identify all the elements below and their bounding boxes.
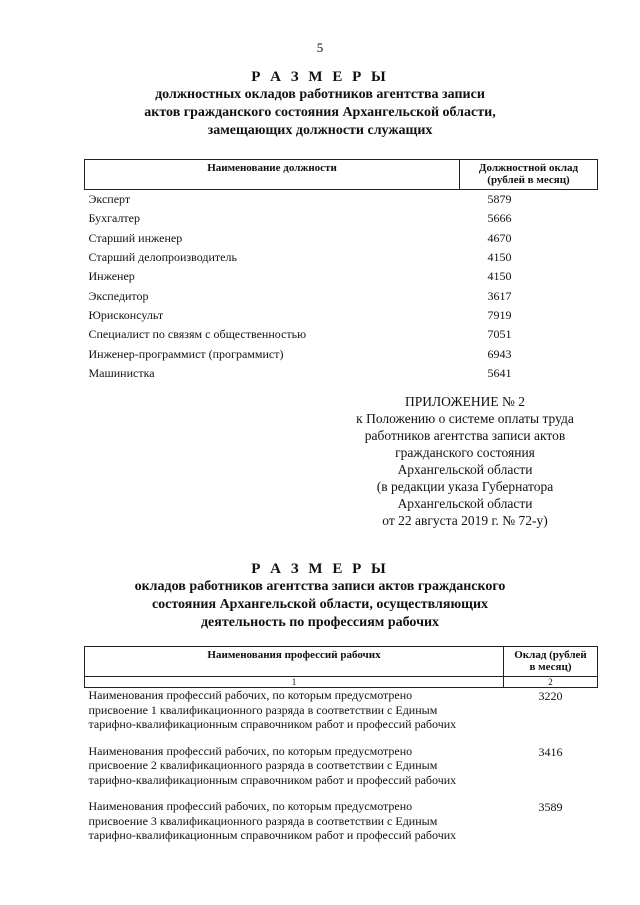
section1-subtitle-line: актов гражданского состояния Архангельской области, (144, 105, 496, 120)
appendix-line: (в редакции указа Губернатора (376, 479, 554, 494)
description-line: присвоение 2 квалификационного разряда в соответствии с Единым (88, 758, 438, 772)
section2-subtitle-line: окладов работников агентства записи актов гражданского (134, 579, 506, 594)
column-header-profession: Наименования профессий рабочих (85, 647, 504, 677)
column-header-salary-line: в месяц) (529, 661, 572, 673)
table-header-row (85, 647, 598, 677)
table-row (85, 799, 598, 843)
table-row (85, 325, 598, 344)
salary-value: 4670 (487, 230, 512, 245)
position-name: Юрисконсульт (88, 307, 164, 322)
salary-value: 3220 (538, 689, 563, 703)
row-spacer (85, 732, 598, 744)
appendix-line: Архангельской области (397, 496, 533, 511)
appendix-line: работников агентства записи актов (364, 428, 566, 443)
salary-value: 5666 (487, 211, 512, 226)
table-row (85, 190, 598, 210)
table-row (85, 688, 598, 732)
table-row (85, 286, 598, 305)
table-header-row (85, 160, 598, 190)
section1-title: Р А З М Е Р Ы (251, 69, 389, 85)
table-row (85, 744, 598, 788)
section1-subtitle-line: замещающих должности служащих (207, 123, 433, 138)
salary-value: 6943 (487, 346, 512, 361)
description-line: Наименования профессий рабочих, по которым предусмотрено (88, 743, 413, 758)
position-name: Бухгалтер (88, 211, 141, 226)
description-line: тарифно-квалификационным справочником работ и профессий рабочих (88, 717, 457, 731)
section2-subtitle-line: состояния Архангельской области, осуществляющих (151, 597, 489, 612)
position-name: Старший делопроизводитель (88, 250, 237, 265)
position-name: Инженер-программист (программист) (88, 346, 284, 361)
salary-value: 3617 (487, 288, 512, 303)
column-header-salary-line: (рублей в месяц) (487, 174, 570, 186)
profession-description (85, 744, 504, 788)
position-name: Эксперт (88, 192, 131, 207)
position-name: Инженер (88, 269, 135, 284)
appendix-line: ПРИЛОЖЕНИЕ № 2 (404, 394, 526, 409)
salary-value: 3589 (538, 800, 563, 814)
position-name: Старший инженер (88, 230, 183, 245)
table-row (85, 248, 598, 267)
salary-value: 3416 (538, 744, 563, 759)
salary-table-staff (84, 159, 598, 383)
appendix-line: гражданского состояния (395, 445, 535, 460)
position-name: Экспедитор (88, 288, 149, 303)
column-header-salary (504, 647, 598, 677)
row-spacer (85, 787, 598, 799)
appendix-line: к Положению о системе оплаты труда (356, 411, 574, 426)
page-number: 5 (316, 40, 324, 55)
description-line: Наименования профессий рабочих, по которым предусмотрено (88, 799, 413, 813)
appendix-line: от 22 августа 2019 г. № 72-у) (382, 513, 548, 528)
column-header-salary-line: Должностной оклад (478, 162, 579, 174)
section1-heading (0, 68, 640, 140)
table-row (85, 306, 598, 325)
salary-value: 5879 (487, 192, 512, 207)
profession-description (85, 688, 504, 732)
column-header-position: Наименование должности (85, 160, 460, 190)
salary-value: 5641 (487, 365, 512, 380)
description-line: присвоение 1 квалификационного разряда в соответствии с Единым (88, 702, 438, 717)
table-row (85, 364, 598, 383)
column-header-salary (460, 160, 598, 190)
description-line: Наименования профессий рабочих, по которым предусмотрено (88, 688, 413, 702)
column-number: 1 (85, 677, 504, 688)
salary-value: 7919 (487, 307, 512, 322)
appendix-line: Архангельской области (397, 462, 533, 477)
table-row (85, 229, 598, 248)
table-row (85, 267, 598, 286)
column-header-salary-line: Оклад (рублей (514, 649, 587, 661)
section1-subtitle-line: должностных окладов работников агентства записи (155, 87, 485, 102)
position-name: Специалист по связям с общественностью (88, 327, 307, 342)
salary-value: 7051 (487, 327, 512, 342)
description-line: тарифно-квалификационным справочником работ и профессий рабочих (88, 772, 457, 787)
description-line: тарифно-квалификационным справочником работ и профессий рабочих (88, 828, 457, 842)
column-number-row (85, 677, 598, 688)
profession-description (85, 799, 504, 843)
description-line: присвоение 3 квалификационного разряда в соответствии с Единым (88, 813, 438, 828)
section2-subtitle-line: деятельность по профессиям рабочих (200, 615, 440, 630)
table-row (85, 209, 598, 228)
salary-table-workers (84, 646, 598, 843)
section2-title: Р А З М Е Р Ы (251, 561, 389, 577)
appendix-block (330, 393, 600, 529)
table-row (85, 344, 598, 363)
section2-heading (0, 560, 640, 632)
position-name: Машинистка (88, 365, 155, 380)
column-number: 2 (504, 677, 598, 688)
salary-value: 4150 (487, 269, 512, 284)
salary-value: 4150 (487, 250, 512, 265)
